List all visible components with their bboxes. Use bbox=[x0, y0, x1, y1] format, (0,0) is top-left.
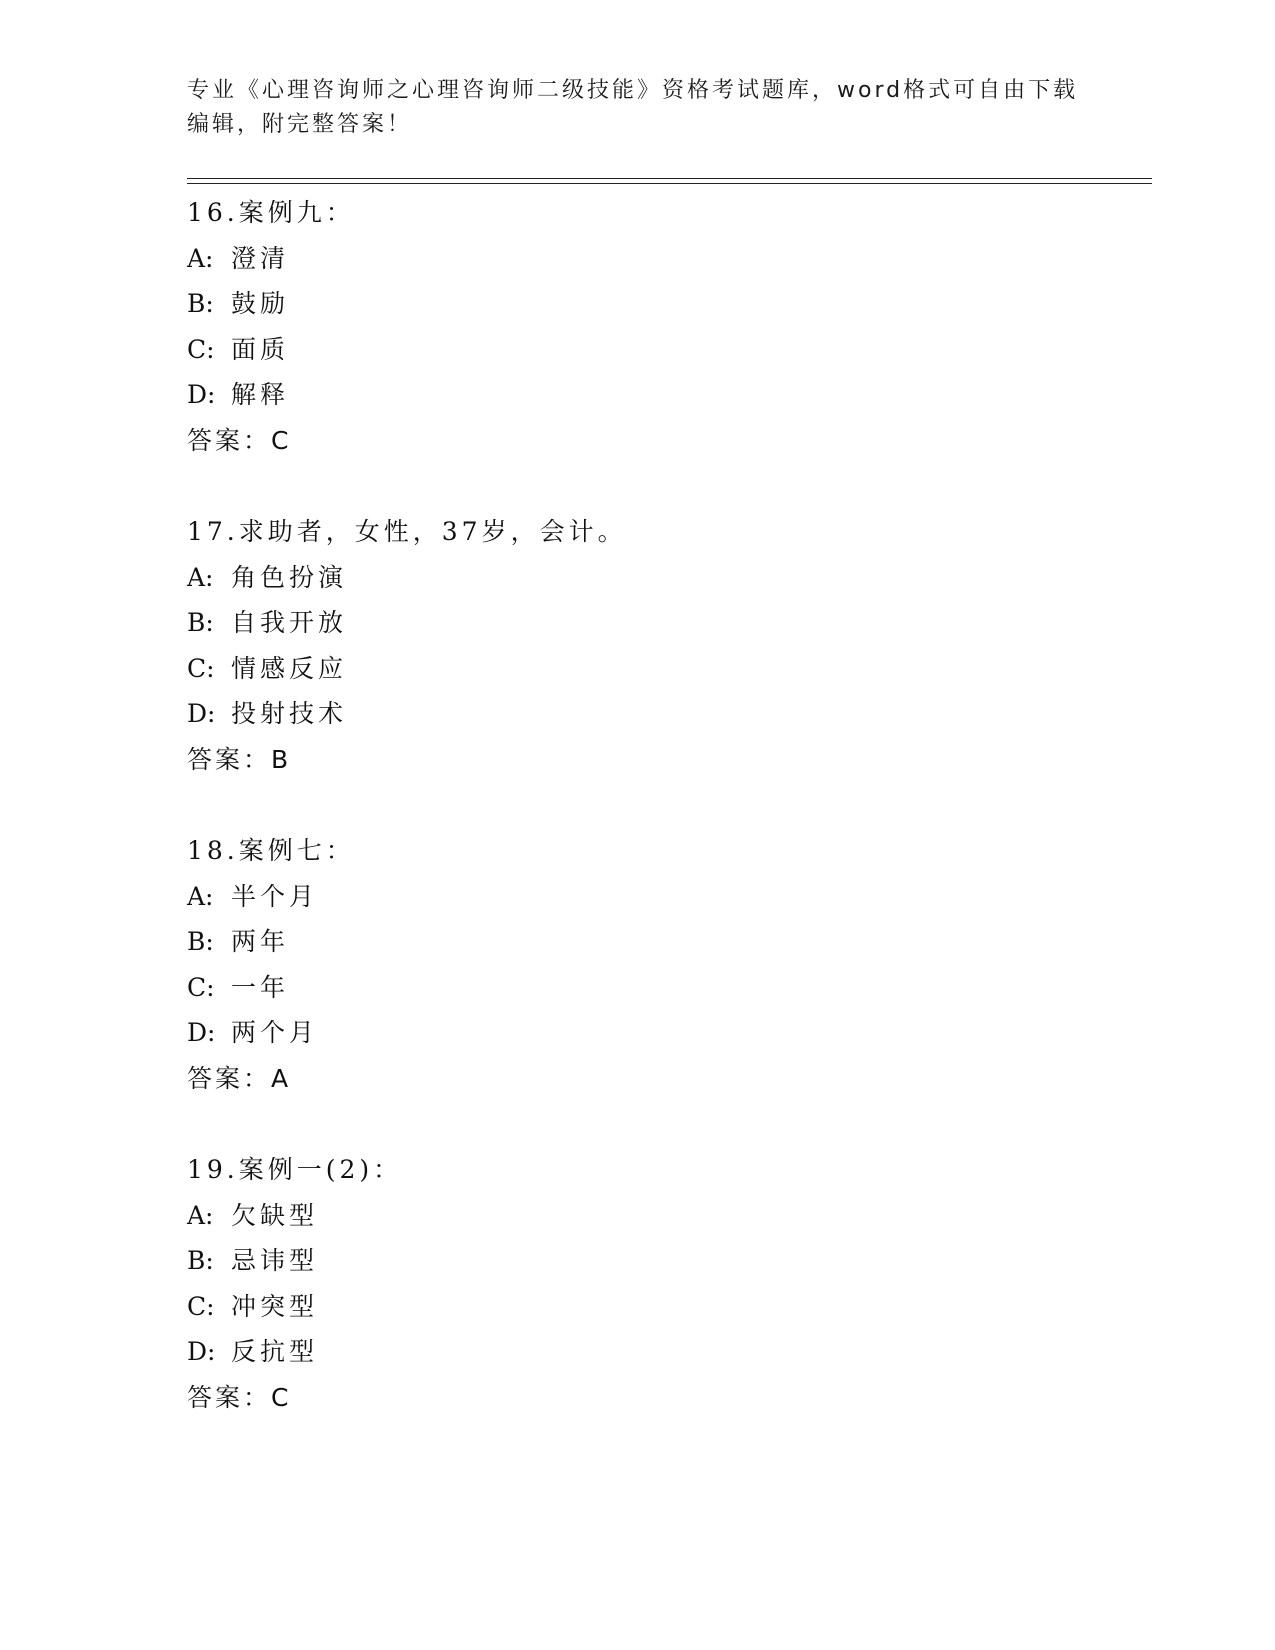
option-text: 面质 bbox=[231, 334, 290, 364]
option-d bbox=[187, 691, 1147, 737]
option-b bbox=[187, 281, 1147, 327]
option-b bbox=[187, 1238, 1147, 1284]
option-label: B: bbox=[187, 927, 214, 956]
option-d bbox=[187, 1329, 1147, 1375]
option-label: C: bbox=[187, 334, 215, 364]
document-header bbox=[187, 74, 1087, 142]
option-text: 情感反应 bbox=[231, 653, 348, 683]
header-divider-bottom bbox=[187, 183, 1152, 184]
option-b bbox=[187, 919, 1147, 965]
option-text: 一年 bbox=[231, 972, 290, 1002]
question-18 bbox=[187, 828, 1147, 1101]
option-label: D: bbox=[187, 1018, 216, 1047]
option-text: 忌讳型 bbox=[231, 1246, 319, 1275]
option-text: 两年 bbox=[231, 927, 290, 956]
option-text: 投射技术 bbox=[231, 699, 348, 728]
option-a bbox=[187, 555, 1147, 601]
option-label: D: bbox=[187, 380, 216, 409]
option-text: 自我开放 bbox=[231, 608, 348, 637]
option-text: 解释 bbox=[231, 380, 290, 409]
option-label: B: bbox=[187, 608, 214, 637]
option-c bbox=[187, 646, 1147, 692]
option-text: 澄清 bbox=[231, 243, 290, 273]
option-label: A: bbox=[187, 243, 214, 273]
option-b bbox=[187, 600, 1147, 646]
option-label: C: bbox=[187, 653, 215, 683]
option-text: 反抗型 bbox=[231, 1337, 319, 1366]
question-title: 17.求助者，女性，37岁，会计。 bbox=[187, 517, 627, 546]
option-label: C: bbox=[187, 1291, 215, 1321]
option-text: 欠缺型 bbox=[231, 1200, 319, 1230]
option-text: 冲突型 bbox=[231, 1291, 319, 1321]
option-text: 鼓励 bbox=[231, 289, 290, 318]
option-label: A: bbox=[187, 1200, 214, 1230]
option-label: B: bbox=[187, 289, 214, 318]
header-line-1: 专业《心理咨询师之心理咨询师二级技能》资格考试题库，word格式可自由下载 bbox=[187, 78, 1079, 103]
answer: 答案：C bbox=[187, 1382, 292, 1412]
question-16 bbox=[187, 190, 1147, 463]
option-text: 半个月 bbox=[231, 881, 319, 911]
question-title: 16.案例九： bbox=[187, 198, 355, 227]
header-divider-top bbox=[187, 178, 1152, 179]
option-a bbox=[187, 1193, 1147, 1239]
option-c bbox=[187, 965, 1147, 1011]
option-a bbox=[187, 236, 1147, 282]
option-text: 两个月 bbox=[231, 1018, 319, 1047]
question-title: 19.案例一(2)： bbox=[187, 1155, 403, 1184]
answer: 答案：C bbox=[187, 425, 292, 455]
option-c bbox=[187, 327, 1147, 373]
question-list bbox=[187, 190, 1147, 1466]
question-19 bbox=[187, 1147, 1147, 1420]
option-label: A: bbox=[187, 562, 214, 592]
option-c bbox=[187, 1284, 1147, 1330]
question-17 bbox=[187, 509, 1147, 782]
option-label: A: bbox=[187, 881, 214, 911]
option-d bbox=[187, 1010, 1147, 1056]
answer: 答案：B bbox=[187, 744, 292, 774]
option-a bbox=[187, 874, 1147, 920]
option-text: 角色扮演 bbox=[231, 562, 348, 592]
option-label: D: bbox=[187, 1337, 216, 1366]
header-line-2: 编辑，附完整答案！ bbox=[187, 112, 413, 137]
option-d bbox=[187, 372, 1147, 418]
answer: 答案：A bbox=[187, 1063, 292, 1093]
option-label: B: bbox=[187, 1246, 214, 1275]
option-label: D: bbox=[187, 699, 216, 728]
option-label: C: bbox=[187, 972, 215, 1002]
question-title: 18.案例七： bbox=[187, 836, 355, 865]
